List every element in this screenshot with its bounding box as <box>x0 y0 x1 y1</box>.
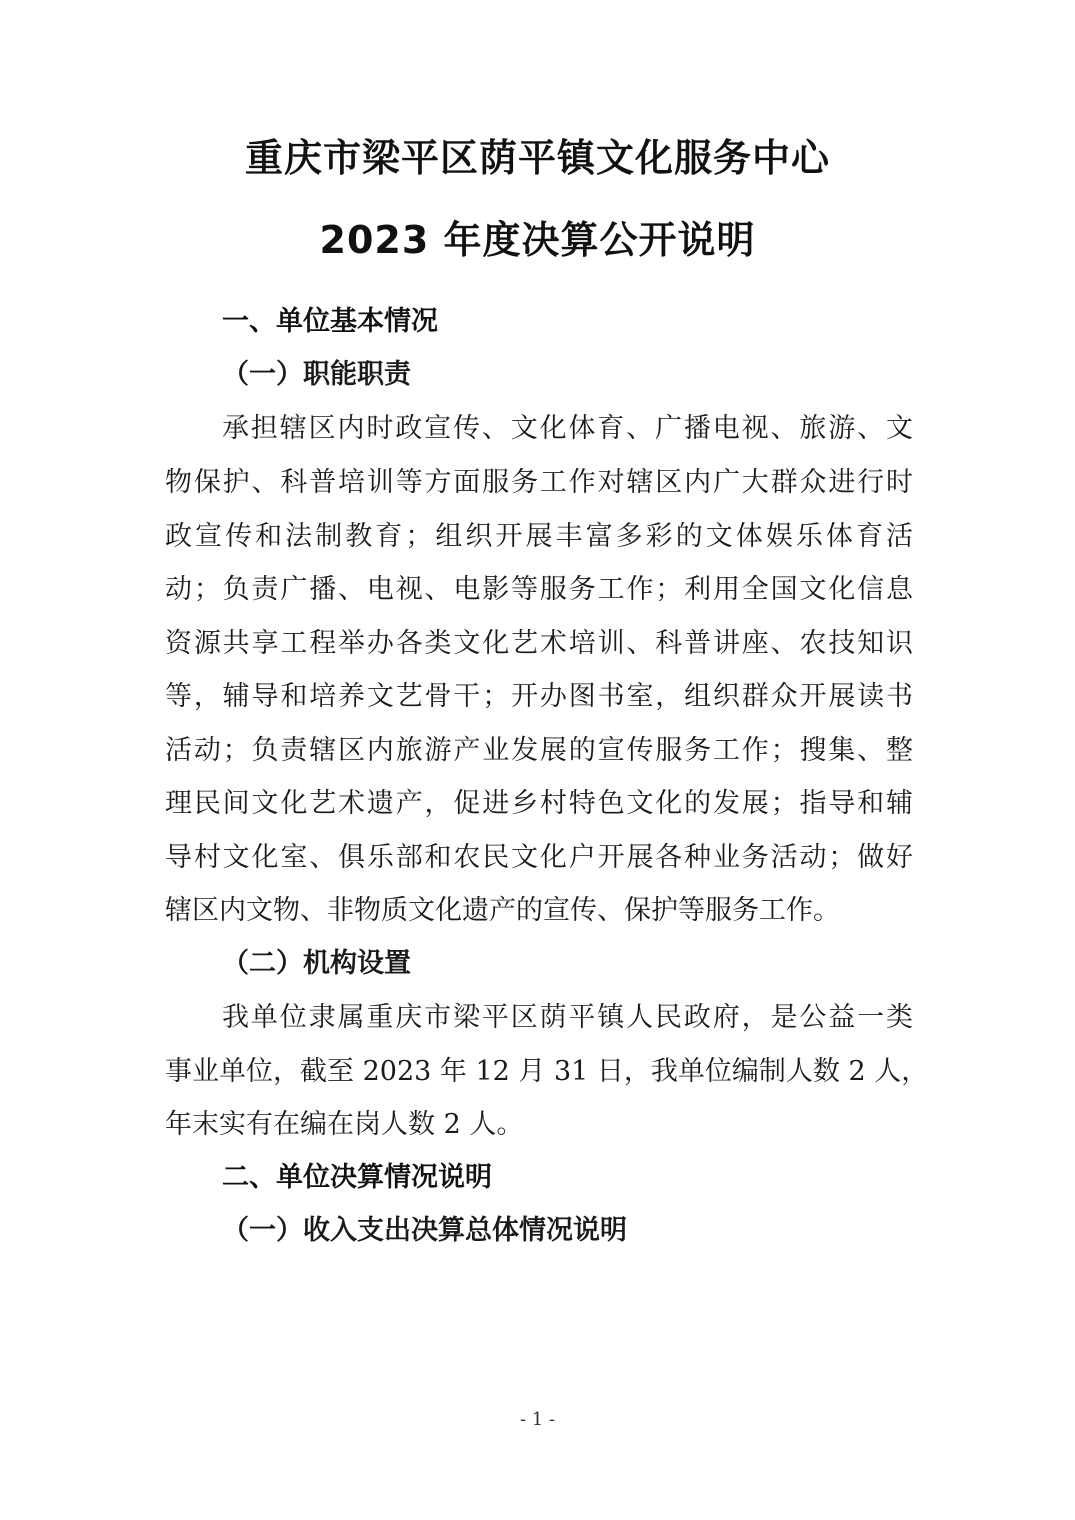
document-title-line-2: 2023 年度决算公开说明 <box>319 218 756 262</box>
paragraph-line: 动；负责广播、电视、电影等服务工作；利用全国文化信息 <box>165 574 913 605</box>
section-2-sub-1-heading: （一）收入支出决算总体情况说明 <box>222 1215 627 1246</box>
paragraph-line: 辖区内文物、非物质文化遗产的宣传、保护等服务工作。 <box>165 895 840 926</box>
paragraph-line: 导村文化室、俱乐部和农民文化户开展各种业务活动；做好 <box>165 842 913 873</box>
paragraph-line: 事业单位，截至 2023 年 12 月 31 日，我单位编制人数 2 人， <box>165 1056 929 1087</box>
paragraph-line: 等，辅导和培养文艺骨干；开办图书室，组织群众开展读书 <box>165 681 913 712</box>
section-2-heading: 二、单位决算情况说明 <box>222 1162 492 1193</box>
page-number: - 1 - <box>519 1409 556 1430</box>
paragraph-line: 物保护、科普培训等方面服务工作对辖区内广大群众进行时 <box>165 467 913 498</box>
paragraph-line: 理民间文化艺术遗产，促进乡村特色文化的发展；指导和辅 <box>165 788 913 819</box>
paragraph-line: 活动；负责辖区内旅游产业发展的宣传服务工作；搜集、整 <box>165 735 913 766</box>
section-1-sub-2-heading: （二）机构设置 <box>222 948 411 979</box>
paragraph-line: 年末实有在编在岗人数 2 人。 <box>165 1109 524 1140</box>
section-1-sub-1-heading: （一）职能职责 <box>222 359 411 390</box>
section-1-heading: 一、单位基本情况 <box>222 306 438 337</box>
paragraph-line: 政宣传和法制教育；组织开展丰富多彩的文体娱乐体育活 <box>165 521 913 552</box>
paragraph-line: 我单位隶属重庆市梁平区荫平镇人民政府，是公益一类 <box>222 1002 913 1033</box>
paragraph-line: 资源共享工程举办各类文化艺术培训、科普讲座、农技知识 <box>165 628 913 659</box>
paragraph-line: 承担辖区内时政宣传、文化体育、广播电视、旅游、文 <box>222 413 913 444</box>
document-title-line-1: 重庆市梁平区荫平镇文化服务中心 <box>244 136 830 180</box>
